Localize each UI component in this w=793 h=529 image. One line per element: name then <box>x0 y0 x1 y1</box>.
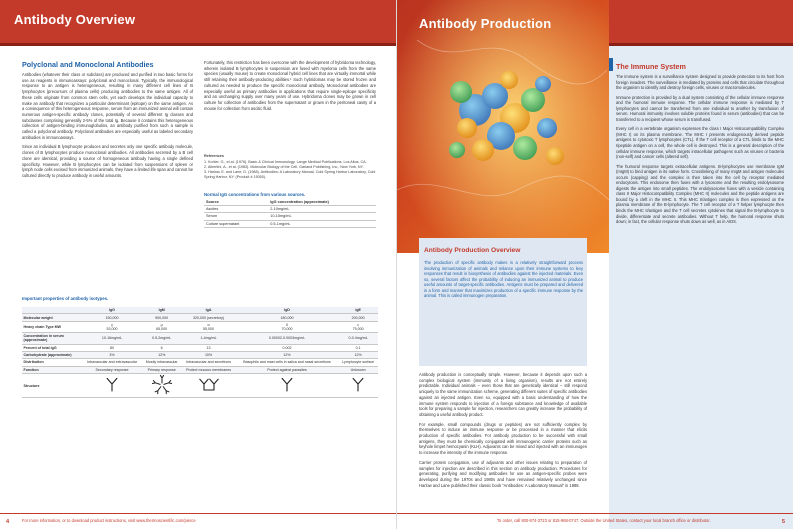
table-cell: 200,000 <box>338 314 378 321</box>
table-row <box>22 344 378 351</box>
table-cell <box>142 374 181 398</box>
table-cell: 0.1 <box>338 344 378 351</box>
table-cell: Protect against parasites <box>236 366 339 373</box>
column-header: IgM <box>142 307 181 314</box>
left-column-2 <box>204 60 376 115</box>
paragraph: Fortunately, this restriction has been overcome with the development of hybridoma technology, wherein isolated B lymphocytes in suspension are fused with myeloma cells from the same species (usually mouse) to create monoclonal hybrid cell lines that are virtually immortal while still retaining their antibody-producing abilities.¹ Such hybridomas may be stored frozen and cultured as needed to produce the specific monoclonal antibody. Monoclonal antibodies are especially useful as primary antibodies in applications that require single-epitope specificity and an unchanging supply over many years of use. Hybridoma clones may be grown in cell culture for collection of antibodies from the supernatant or grown in the peritoneal cavity of a mouse for collection from ascitic fluid. <box>204 60 376 111</box>
table-cell <box>181 374 235 398</box>
sidebar-title: The Immune System <box>616 62 686 71</box>
table-cell: Intravascular and secretions <box>181 359 235 366</box>
paragraph: Antibody production is conceptually simple. However, because it depends upon such a complex biological system (immunity of a living organism), results are not entirely predictable. Individual animals – even those that are genetically identical – still respond uniquely to the same immunization scheme, generating different suites of specific antibodies against an injected antigen. Even so, equipped with a basic understanding of how the immune system responds to injection of a foreign substance and knowledge of available tools for preparing a sample for injection, researchers can greatly increase the probability of obtaining a useful antibody product. <box>419 372 587 417</box>
left-column-1 <box>22 72 193 183</box>
table-cell: Intravascular and extravascular <box>82 359 142 366</box>
table-cell: Basophils and mast cells in saliva and nasal secretions <box>236 359 339 366</box>
igg-concentration-table <box>204 199 376 228</box>
table-cell: 13 <box>181 344 235 351</box>
left-header-band <box>0 0 396 43</box>
small-table-title: Normal IgG concentrations from various sources. <box>204 192 306 197</box>
row-label: Heavy chain Type MW <box>22 321 82 332</box>
table-cell: 0.5-2mg/mL <box>142 333 181 344</box>
paragraph: The humoral response targets extracellular antigens. B-lymphocytes use membrane IgM (mIgM) to bind antigen in its native form. Crosslinking of many mIgM and antigen molecules occurs (capping) and the complex is then taken into the cell by receptor mediated endocytosis. This endosome then fuses with a lysosome and the resulting endolysosome digests the antigen into small peptides. The endolysosome fuses with a vesicle containing class II Major Histocompatibility Complex (MHC II) molecules and the peptide antigens are bound by a cleft in the MHC II. This MHC II/antigen complex is then expressed on the plasma membrane of the B-lymphocyte. The T cell receptor of a T helper lymphocyte then binds the MHC II/antigen and the T cell secretes cytokines that signal the B-lymphocyte to divide, differentiate and secrete antibodies. Without T help, the humoral response shuts down; in fact, the cellular response shuts down as well, as in AIDS. <box>616 163 784 225</box>
left-page-title: Antibody Overview <box>14 12 136 27</box>
table-row <box>22 333 378 344</box>
table-cell: Unknown <box>338 366 378 373</box>
right-footer-rule <box>397 513 793 514</box>
abstract-text: The production of specific antibody makes is a relatively straightforward process involving immunization of animals and reliance upon their immune systems to levy responses that result in biosynthesis of antibodies against the injected materials. Even so, several factors affect the probability of inducing an immunized animal to produce useful amounts of target-specific antibodies. Antigens must be prepared and delivered in a form and manner that maximizes production of a specific immune response by the animal. This is called immunogen preparation. <box>424 260 583 298</box>
table-cell: 320,000 (secretory) <box>181 314 235 321</box>
left-page <box>0 0 396 529</box>
paragraph: Since an individual B lymphocyte produces and secretes only one specific antibody molecule, clones of B lymphocytes produce monoclonal antibodies. All antibodies secreted by a B cell clone are identical, providing a source of homogeneous antibody having a single defined specificity. However, while B lymphocytes can be isolated from suspensions of spleen or lymph node cells excised from immunized animals, they have a limited life span and cannot be cultured directly to produce antibody in useful amounts. <box>22 144 193 178</box>
table-row <box>22 351 378 358</box>
paragraph: For example, small compounds (drugs or peptides) are not sufficiently complex by themselves to induce an immune response or be processed in a manner that elicits production of specific antibodies. For antibody production to be successful with small antigens, they must be chemically conjugated with immunogenic carrier proteins such as keyhole limpet hemocyanin (KLH). Adjuvants can be mixed and injected with an immunogen to increase the intensity of the immune response. <box>419 421 587 456</box>
table-header-row <box>204 199 376 206</box>
table-row <box>22 374 378 398</box>
row-label: Percent of total IgG <box>22 344 82 351</box>
table-header-row <box>22 307 378 314</box>
molecule-photo-graphic <box>397 0 609 253</box>
igm-structure-icon <box>147 375 177 395</box>
row-label: Distribution <box>22 359 82 366</box>
abstract-box <box>419 238 587 366</box>
table-cell <box>236 374 339 398</box>
section-title: Polyclonal and Monoclonal Antibodies <box>22 60 154 69</box>
table-row <box>204 206 376 213</box>
table-cell <box>82 374 142 398</box>
table-cell <box>338 374 378 398</box>
table-cell: Culture supernatant <box>204 220 268 227</box>
paragraph: Antibodies (whatever their class or subclass) are produced and purified in two basic forms for use as reagents in immunoassays: polyclonal and monoclonal. Typically, the immunological response to an antigen is heterogeneous, resulting in many different cell lines of B lymphocytes (precursors of plasma cells) producing antibodies to the same antigen. All of these cells originate from common stem cells, yet each develops the individual capacity to make an antibody that recognizes a particular determinant (epitope) on the same antigen. As a consequence of this heterogeneous response, serum from an immunized animal will contain numerous antigen-specific antibody clones, potentially of several different Ig classes and subclasses comprising generally 2-5% of the total Ig. Because it contains this heterogeneous collection of antigen-binding immunoglobulins, an antibody purified from such a sample is called a polyclonal antibody. Polyclonal antibodies are especially useful as labeled secondary antibodies in immunoassays. <box>22 72 193 140</box>
table-cell: 12% <box>142 351 181 358</box>
table-cell: μ 65,000 <box>142 321 181 332</box>
row-label: Structure <box>22 374 82 398</box>
sidebar-text <box>616 74 784 229</box>
table-cell: 10-15mg/mL <box>268 213 376 220</box>
table-row <box>22 321 378 332</box>
isotype-properties-table <box>22 307 378 398</box>
column-header: Source <box>204 199 268 206</box>
table-row <box>22 366 378 373</box>
row-label: Function <box>22 366 82 373</box>
table-cell: Mostly intravascular <box>142 359 181 366</box>
table-cell: 10-16mg/mL <box>82 333 142 344</box>
left-header-stripe <box>0 43 396 46</box>
column-header: IgG concentration (approximate) <box>268 199 376 206</box>
table-cell: 10% <box>181 351 235 358</box>
reference-item: 2. Albertini, A., et al. (1983). Molecular Biology of the Cell. Garland Publishing, Inc., New York, NY. <box>204 164 364 169</box>
table-cell: 80 <box>82 344 142 351</box>
column-header: IgE <box>338 307 378 314</box>
table-cell: 3% <box>82 351 142 358</box>
right-page-number: 5 <box>781 519 785 525</box>
iga-structure-icon <box>194 375 224 395</box>
sidebar-accent-bar <box>609 58 613 71</box>
table-cell: 900,000 <box>142 314 181 321</box>
reference-item: 3. Harlow, E. and Lane, D. (1988). Antibodies: A Laboratory Manual. Cold Spring Harbor Laboratory, Cold Spring Harbor, NY. (Product # 15050). <box>204 169 376 179</box>
row-label: Carbohydrate (approximate) <box>22 351 82 358</box>
table-cell: 0-0.4mg/mL <box>338 333 378 344</box>
table-cell: 0.00002-0.0003mg/mL <box>236 333 339 344</box>
paragraph: The immune system is a surveillance system designed to provide protection to its host from foreign invaders. The surveillance is mediated by proteins and cells that circulate throughout the organism to identify and destroy foreign cells, viruses or macromolecules. <box>616 74 784 91</box>
table-cell: 12% <box>236 351 339 358</box>
table-cell: 6 <box>142 344 181 351</box>
right-main-column <box>419 372 587 492</box>
column-header: IgD <box>236 307 339 314</box>
molecule-photo <box>397 0 609 253</box>
table-cell: 0.002 <box>236 344 339 351</box>
table-cell: 150,000 <box>82 314 142 321</box>
abstract-title: Antibody Production Overview <box>424 247 521 254</box>
igg-structure-icon <box>97 375 127 395</box>
table-cell: Lymphocyte surface <box>338 359 378 366</box>
table-row <box>22 314 378 321</box>
column-header: IgG <box>82 307 142 314</box>
left-footer-rule <box>0 513 396 514</box>
sidebar-stripe <box>609 43 793 46</box>
table-cell: δ 70,000 <box>236 321 339 332</box>
left-page-number: 4 <box>6 519 10 525</box>
table-cell: 180,000 <box>236 314 339 321</box>
table-row <box>22 359 378 366</box>
references <box>204 154 376 180</box>
right-footer-text: To order, call 800-874-3723 or 815-968-0747. Outside the United States, contact your local branch office or distributor. <box>497 518 711 523</box>
column-header: IgA <box>181 307 235 314</box>
table-cell: γ 53,000 <box>82 321 142 332</box>
table-cell: 0.5-1mg/mL <box>268 220 376 227</box>
table-row <box>204 213 376 220</box>
paragraph: Every cell in a vertebrate organism expresses the class I Major Histocompatibility Complex (MHC I) on its plasma membrane. The MHC I presents endogenously derived peptide antigens to cytotoxic T lymphocytes (CTL). If the T cell receptor of a CTL binds to the MHC I/peptide antigen on a cell, the whole cell is destroyed. This is a general description of the cellular immune response, which targets intracellular pathogens such as viruses or bacteria (non-self) and cancer cells (altered self). <box>616 126 784 160</box>
right-page-title: Antibody Production <box>419 16 552 31</box>
ige-structure-icon <box>343 375 373 395</box>
immune-system-sidebar <box>609 0 793 529</box>
table-cell: Secondary response <box>82 366 142 373</box>
row-label: Molecular weight <box>22 314 82 321</box>
left-footer-text: For more information, or to download product instructions, visit www.thermoscientific.com/pierce <box>22 518 196 523</box>
big-table-title: Important properties of antibody isotypes. <box>22 296 109 301</box>
table-cell: ε 75,000 <box>338 321 378 332</box>
abstract-text-block <box>424 260 583 303</box>
sidebar-header-band <box>609 0 793 43</box>
column-header <box>22 307 82 314</box>
references-title: References <box>204 154 224 158</box>
igd-structure-icon <box>272 375 302 395</box>
reference-item: 1. Kohler, G., et al. (1976). Basic & Clinical Immunology. Lange Medical Publications, Los Altos, CA. <box>204 159 367 164</box>
isotype-table-body <box>22 314 378 398</box>
row-label: Concentration in serum (approximate) <box>22 333 82 344</box>
paragraph: Carrier protein conjugation, use of adjuvants and other issues relating to preparation of samples for injection are described in this section on antibody production. Procedures for generating, purifying and modifying antibodies for use as antigen-specific probes were developed during the 1970s and 1980s and have remained relatively unchanged since Harlow and Lane published their classic book “Antibodies: A Laboratory Manual” in 1988. <box>419 459 587 488</box>
right-page <box>397 0 793 529</box>
table-cell: 1-4mg/mL <box>181 333 235 344</box>
paragraph: Immune protection is provided by a dual system consisting of the cellular immune response and the humoral immune response. The cellular immune response is mediated by T lymphocytes and cannot be transferred from one individual to another by transfusion of serum. Humoral immunity involves soluble proteins found in serum (antibodies) that can be transferred to a recipient whose serum is transfused. <box>616 94 784 122</box>
table-cell: Ascites <box>204 206 268 213</box>
table-row <box>204 220 376 227</box>
table-cell: Protect mucous membranes <box>181 366 235 373</box>
table-cell: Serum <box>204 213 268 220</box>
table-cell: 12% <box>338 351 378 358</box>
table-cell: Primary response <box>142 366 181 373</box>
table-cell: α 55,000 <box>181 321 235 332</box>
table-cell: 2-10mg/mL <box>268 206 376 213</box>
